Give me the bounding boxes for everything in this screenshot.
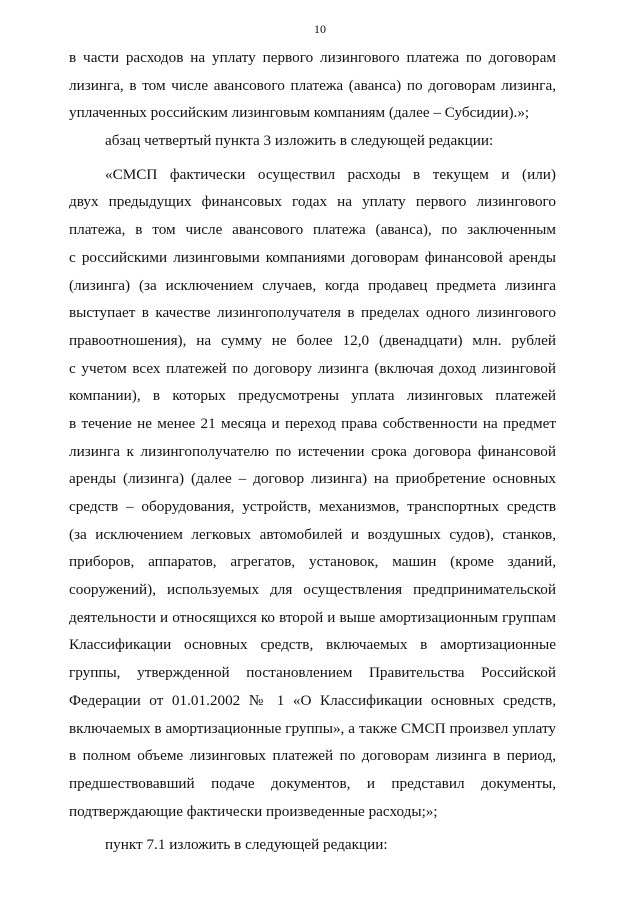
text-line: платежа, в том числе авансового платежа (аванса), по заключенным <box>69 221 556 239</box>
text-line: выступает в качестве лизингополучателя в пределах одного лизингового <box>69 304 556 322</box>
text-line: Федерации от 01.01.2002 № 1 «О Классификации основных средств, <box>69 691 556 709</box>
text-line: в части расходов на уплату первого лизингового платежа по договорам <box>69 49 556 66</box>
text-line: аренды (лизинга) (далее – договор лизинга) на приобретение основных <box>69 470 556 488</box>
text-line: двух предыдущих финансовых годах на уплату первого лизингового <box>69 193 556 211</box>
text-line: лизинга, в том числе авансового платежа (аванса) по договорам лизинга, <box>69 76 556 94</box>
text-line: пункт 7.1 изложить в следующей редакции: <box>105 836 388 854</box>
text-line: уплаченных российским лизинговым компаниям (далее – Субсидии).»; <box>69 104 530 122</box>
text-line: с учетом всех платежей по договору лизинга (включая доход лизинговой <box>69 359 556 377</box>
text-line: (за исключением легковых автомобилей и воздушных судов), станков, <box>69 525 556 543</box>
text-line: с российскими лизинговыми компаниями договорам финансовой аренды <box>69 248 556 266</box>
paragraph-smsp <box>69 161 556 826</box>
text-line: средств – оборудования, устройств, механизмов, транспортных средств <box>69 498 556 515</box>
text-line: подтверждающие фактически произведенные расходы;»; <box>69 802 438 820</box>
text-line: абзац четвертый пункта 3 изложить в следующей редакции: <box>105 132 494 150</box>
text-line: «СМСП фактически осуществил расходы в текущем и (или) <box>105 165 556 183</box>
text-line: сооружений), используемых для осуществления предпринимательской <box>69 581 556 599</box>
text-line: в течение не менее 21 месяца и переход права собственности на предмет <box>69 414 556 432</box>
paragraph-continuation <box>69 44 556 127</box>
text-line: правоотношения), на сумму не более 12,0 (двенадцати) млн. рублей <box>69 331 556 349</box>
text-line: лизинга к лизингополучателю по истечении срока договора финансовой <box>69 442 556 460</box>
text-line: деятельности и относящихся ко второй и выше амортизационным группам <box>69 608 556 626</box>
text-line: приборов, аппаратов, агрегатов, установок, машин (кроме зданий, <box>69 553 556 571</box>
text-line: предшествовавший подаче документов, и представил документы, <box>69 774 556 792</box>
paragraph-instruction-paragraph-4 <box>69 127 556 155</box>
page-number: 10 <box>314 22 326 36</box>
text-line: (лизинга) (за исключением случаев, когда продавец предмета лизинга <box>69 276 556 294</box>
text-line: в полном объеме лизинговых платежей по договорам лизинга в период, <box>69 747 556 765</box>
text-line: компании), в которых предусмотрены уплата лизинговых платежей <box>69 387 556 405</box>
text-line: включаемых в амортизационные группы», а также СМСП произвел уплату <box>69 719 556 737</box>
text-line: группы, утвержденной постановлением Правительства Российской <box>69 664 556 682</box>
paragraph-instruction-point-7-1 <box>69 831 556 859</box>
document-body <box>69 44 556 859</box>
text-line: Классификации основных средств, включаемых в амортизационные <box>69 636 556 654</box>
